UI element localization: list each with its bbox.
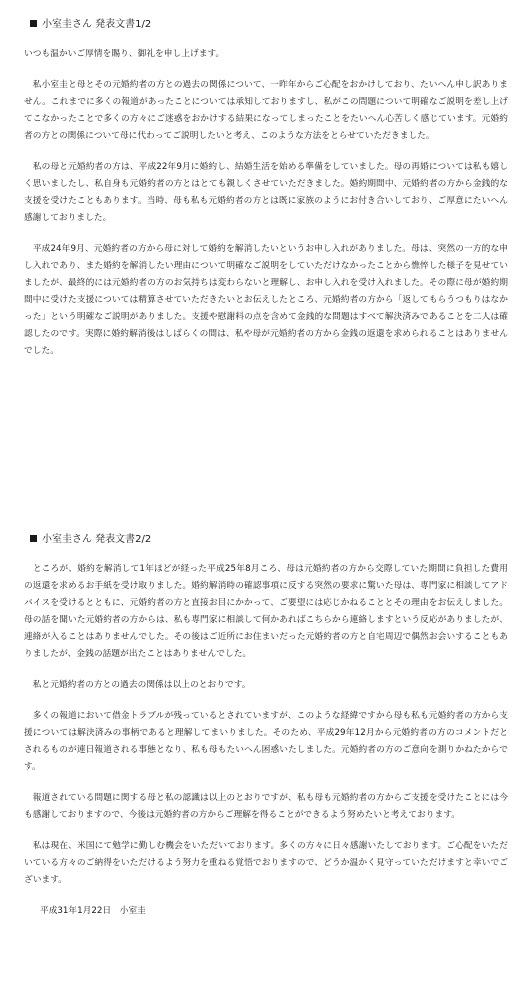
paragraph: 多くの報道において借金トラブルが残っているとされていますが、このような経緯ですから母も私も元婚約者の方から支援については解決済みの事柄であると理解してまいりました。そのため、平成29年12月から元婚約者の方のコメントだとされるものが連日報道される事態となり、私も母もたいへん困惑いたしました。元婚約者の方のご意向を測りかねたからです。 [24,711,508,772]
section-1-title: 小室圭さん 発表文書1/2 [42,19,152,30]
paragraph: 私と元婚約者の方との過去の関係は以上のとおりです。 [24,680,251,690]
section-2-title: 小室圭さん 発表文書2/2 [42,534,152,545]
paragraph: いつも温かいご厚情を賜り、御礼を申し上げます。 [24,49,225,59]
section-2-heading [30,533,508,547]
paragraph: ところが、婚約を解消して1年ほどが経った平成25年8月ころ、母は元婚約者の方から交際していた期間に負担した費用の返還を求めるお手紙を受け取りました。婚約解消時の確認事項に反する突然の要求に驚いた母は、専門家に相談してアドバイスを受けるとともに、元婚約者の方と直接お目にかかって、ご要望には応じかねることとその理由をお伝えしました。母の話を聞いた元婚約者の方からは、私も専門家に相談して何かあればこちらから連絡しますという反応がありましたが、連絡が入ることはありませんでした。その後はご近所にお住まいだった元婚約者の方と自宅周辺で偶然お会いすることもありましたが、金銭の話題が出たことはありませんでした。 [24,564,508,659]
paragraph: 私の母と元婚約者の方は、平成22年9月に婚約し、結婚生活を始める準備をしていました。母の再婚については私も嬉しく思いましたし、私自身も元婚約者の方とはとても親しくさせていただきました。婚約期間中、元婚約者の方から金銭的な支援を受けたこともあります。当時、母も私も元婚約者の方とは既に家族のようにお付き合いしており、ご厚意にたいへん感謝しておりました。 [24,162,508,223]
paragraph: 平成24年9月、元婚約者の方から母に対して婚約を解消したいというお申し入れがありました。母は、突然の一方的な申し入れであり、また婚約を解消したい理由について明確なご説明をしていただけなかったことから憔悴した様子を見せていましたが、最終的には元婚約者の方のお気持ちは変わらないと理解し、お申し入れを受け入れました。その際に母が婚約期間中に受けた支援については精算させていただきたいとお伝えしたところ、元婚約者の方から「返してもらうつもりはなかった」という明確なご説明がありました。支援や慰謝料の点を含めて金銭的な問題はすべて解決済みであることを二人は確認したのです。実際に婚約解消後はしばらくの間は、私や母が元婚約者の方から金銭の返還を求められることはありませんでした。 [24,244,508,356]
black-square-icon [30,535,37,542]
paragraph: 私は現在、米国にて勉学に勤しむ機会をいただいております。多くの方々に日々感謝いたしております。ご心配をいただいている方々のご納得をいただけるよう努力を重ねる覚悟でおりますので、どうか温かく見守っていただけますと幸いでございます。 [24,841,508,885]
section-1-heading [30,18,508,32]
black-square-icon [30,20,37,27]
paragraph: 報道されている問題に関する母と私の認識は以上のとおりですが、私も母も元婚約者の方からご支援を受けたことには今も感謝しておりますので、今後は元婚約者の方からご理解を得ることができるよう努めたいと考えております。 [24,793,508,820]
document-section-2 [24,533,508,920]
paragraph: 私小室圭と母とその元婚約者の方との過去の関係について、一昨年からご心配をおかけしており、たいへん申し訳ありません。これまでに多くの報道があったことについては承知しておりますし、私がこの問題について明確なご説明を差し上げてこなかったことで多くの方々にご迷惑をおかけする結果になってしまったことをたいへん心苦しく感じています。元婚約者の方との関係について母に代わってご説明したいと考え、このような方法をとらせていただきました。 [24,80,508,141]
document-section-1 [24,18,508,374]
signature-line: 平成31年1月22日 小室圭 [40,906,146,916]
